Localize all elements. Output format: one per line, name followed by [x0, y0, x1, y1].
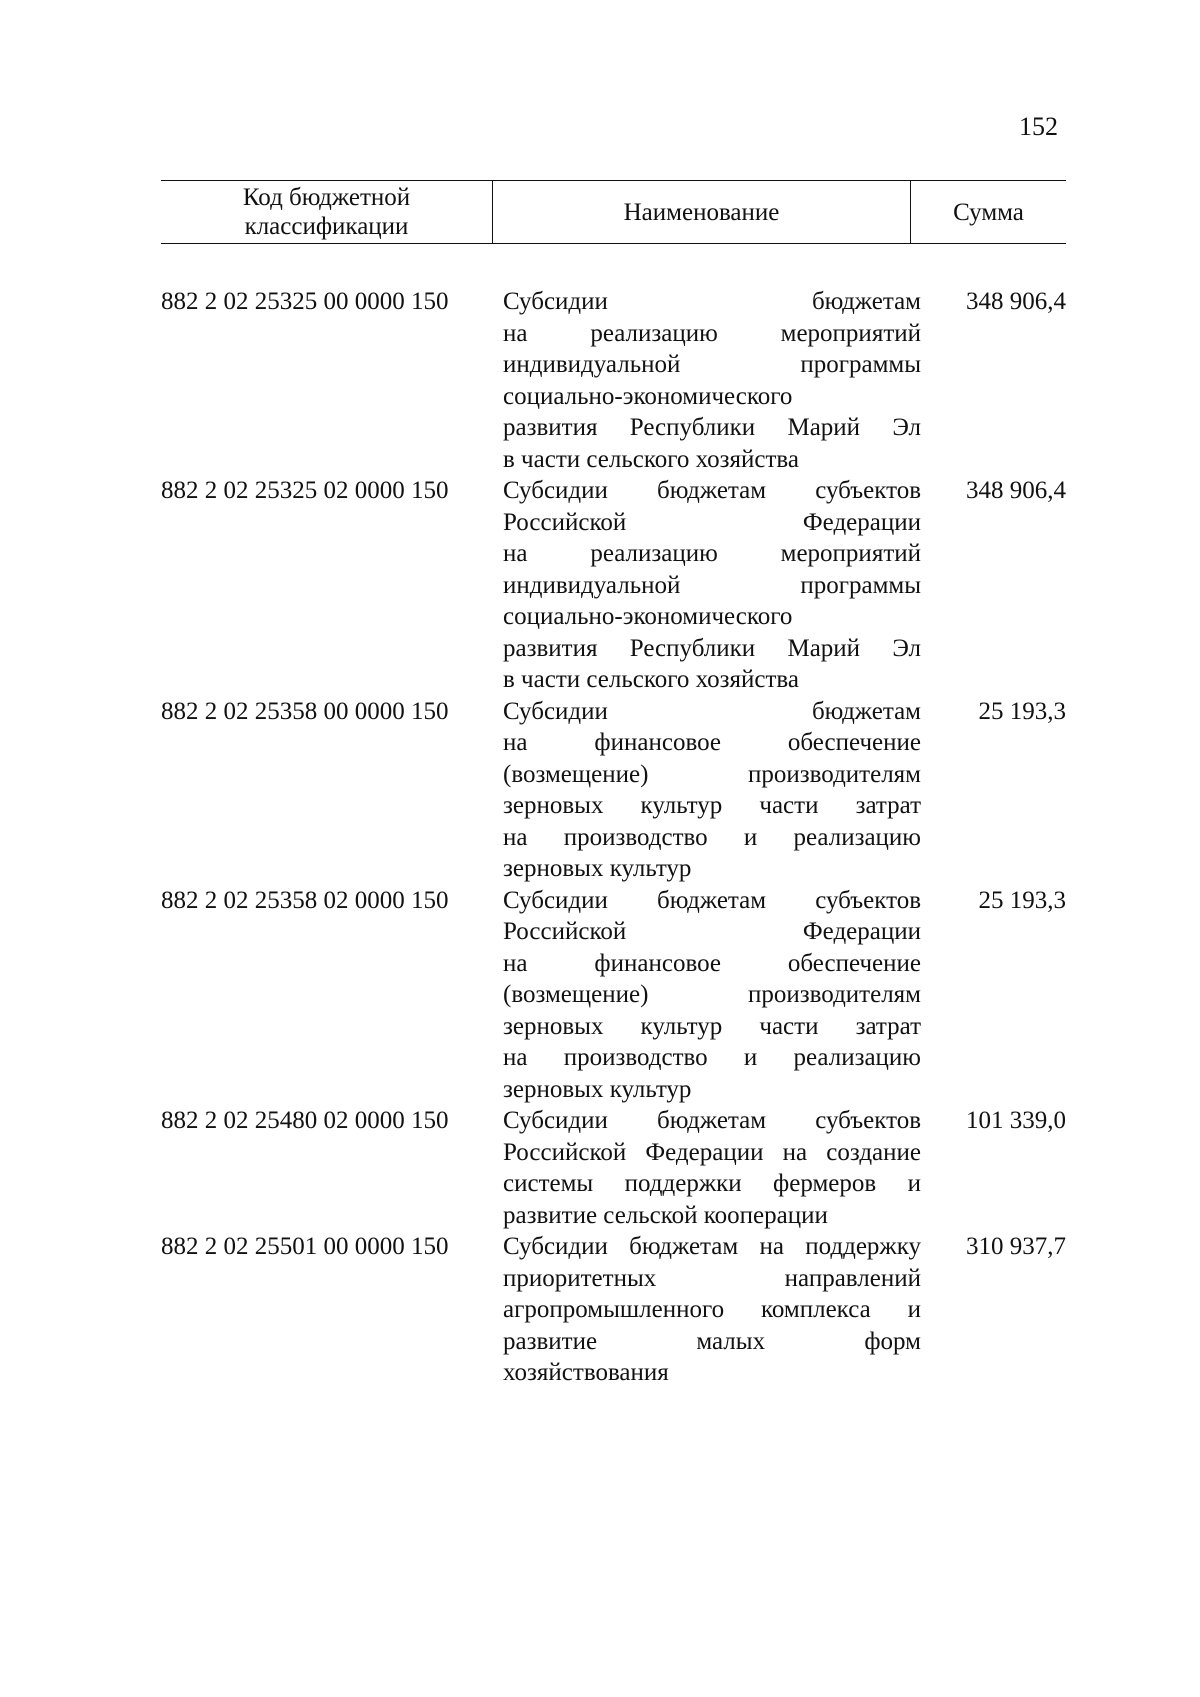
- table-row: [161, 286, 1066, 475]
- item-name: [503, 475, 921, 696]
- item-name-line: Субсидии бюджетам субъектов: [503, 477, 921, 504]
- item-name-line: приоритетных направлений: [503, 1264, 921, 1292]
- amount: 25 193,3: [978, 697, 1066, 725]
- amount: 101 339,0: [966, 1107, 1066, 1134]
- header-name: [493, 181, 911, 243]
- item-name-line: зерновых культур части затрат: [503, 792, 921, 819]
- amount: 310 937,7: [966, 1233, 1066, 1260]
- item-name-line: зерновых культур части затрат: [503, 1012, 921, 1040]
- item-name-line: на реализацию мероприятий: [503, 540, 921, 567]
- item-name-line: Субсидии бюджетам субъектов: [503, 1107, 921, 1134]
- table-header: [161, 180, 1066, 244]
- item-name-line: на производство и реализацию: [503, 1044, 921, 1071]
- item-name: [503, 696, 921, 885]
- item-name-line: системы поддержки фермеров и: [503, 1170, 921, 1197]
- item-name-line: на финансовое обеспечение: [503, 949, 921, 977]
- amount: 348 906,4: [966, 477, 1066, 504]
- item-name: [503, 1105, 921, 1231]
- item-name-line: зерновых культур: [503, 855, 692, 882]
- item-name: [503, 885, 921, 1106]
- header-sum-label: Сумма: [953, 198, 1024, 226]
- table-body: [161, 286, 1066, 1389]
- item-name-line: агропромышленного комплекса и: [503, 1296, 921, 1323]
- item-name-line: индивидуальной программы: [503, 351, 921, 378]
- item-name-line: в части сельского хозяйства: [503, 445, 799, 473]
- item-name-line: Субсидии бюджетам: [503, 288, 921, 315]
- budget-code: 882 2 02 25501 00 0000 150: [161, 1233, 449, 1260]
- item-name-line: (возмещение) производителям: [503, 981, 921, 1008]
- item-name-line: зерновых культур: [503, 1075, 692, 1103]
- budget-code: 882 2 02 25358 00 0000 150: [161, 697, 449, 725]
- item-name-line: Российской Федерации на создание: [503, 1138, 921, 1166]
- header-code-label: Код бюджетной классификации: [242, 184, 411, 240]
- table-row: [161, 696, 1066, 885]
- item-name-line: развитие сельской кооперации: [503, 1201, 828, 1229]
- item-name-line: индивидуальной программы: [503, 571, 921, 599]
- item-name: [503, 286, 921, 475]
- item-name-line: Субсидии бюджетам: [503, 697, 921, 725]
- item-name: [503, 1231, 921, 1389]
- amount: 348 906,4: [966, 288, 1066, 315]
- item-name-line: Субсидии бюджетам субъектов: [503, 886, 921, 914]
- item-name-line: развития Республики Марий Эл: [503, 414, 921, 441]
- table-row: [161, 1105, 1066, 1231]
- budget-code: 882 2 02 25325 00 0000 150: [161, 288, 449, 315]
- budget-code: 882 2 02 25325 02 0000 150: [161, 477, 449, 504]
- item-name-line: развитие малых форм: [503, 1327, 921, 1355]
- item-name-line: в части сельского хозяйства: [503, 666, 799, 693]
- budget-code: 882 2 02 25358 02 0000 150: [161, 886, 449, 914]
- table-row: [161, 1231, 1066, 1389]
- amount: 25 193,3: [978, 886, 1066, 914]
- item-name-line: (возмещение) производителям: [503, 760, 921, 788]
- item-name-line: на производство и реализацию: [503, 823, 921, 851]
- page-number: 152: [1019, 112, 1058, 141]
- item-name-line: на реализацию мероприятий: [503, 319, 921, 347]
- header-name-label: Наименование: [623, 198, 780, 226]
- table-row: [161, 475, 1066, 696]
- item-name-line: социально-экономического: [503, 603, 793, 630]
- table-row: [161, 885, 1066, 1106]
- budget-code: 882 2 02 25480 02 0000 150: [161, 1107, 449, 1134]
- item-name-line: Субсидии бюджетам на поддержку: [503, 1233, 921, 1260]
- item-name-line: хозяйствования: [503, 1359, 669, 1386]
- header-code: [161, 181, 493, 243]
- item-name-line: социально-экономического: [503, 382, 793, 410]
- item-name-line: на финансовое обеспечение: [503, 729, 921, 756]
- item-name-line: Российской Федерации: [503, 508, 921, 536]
- item-name-line: Российской Федерации: [503, 918, 921, 945]
- header-sum: [911, 181, 1066, 243]
- item-name-line: развития Республики Марий Эл: [503, 634, 921, 662]
